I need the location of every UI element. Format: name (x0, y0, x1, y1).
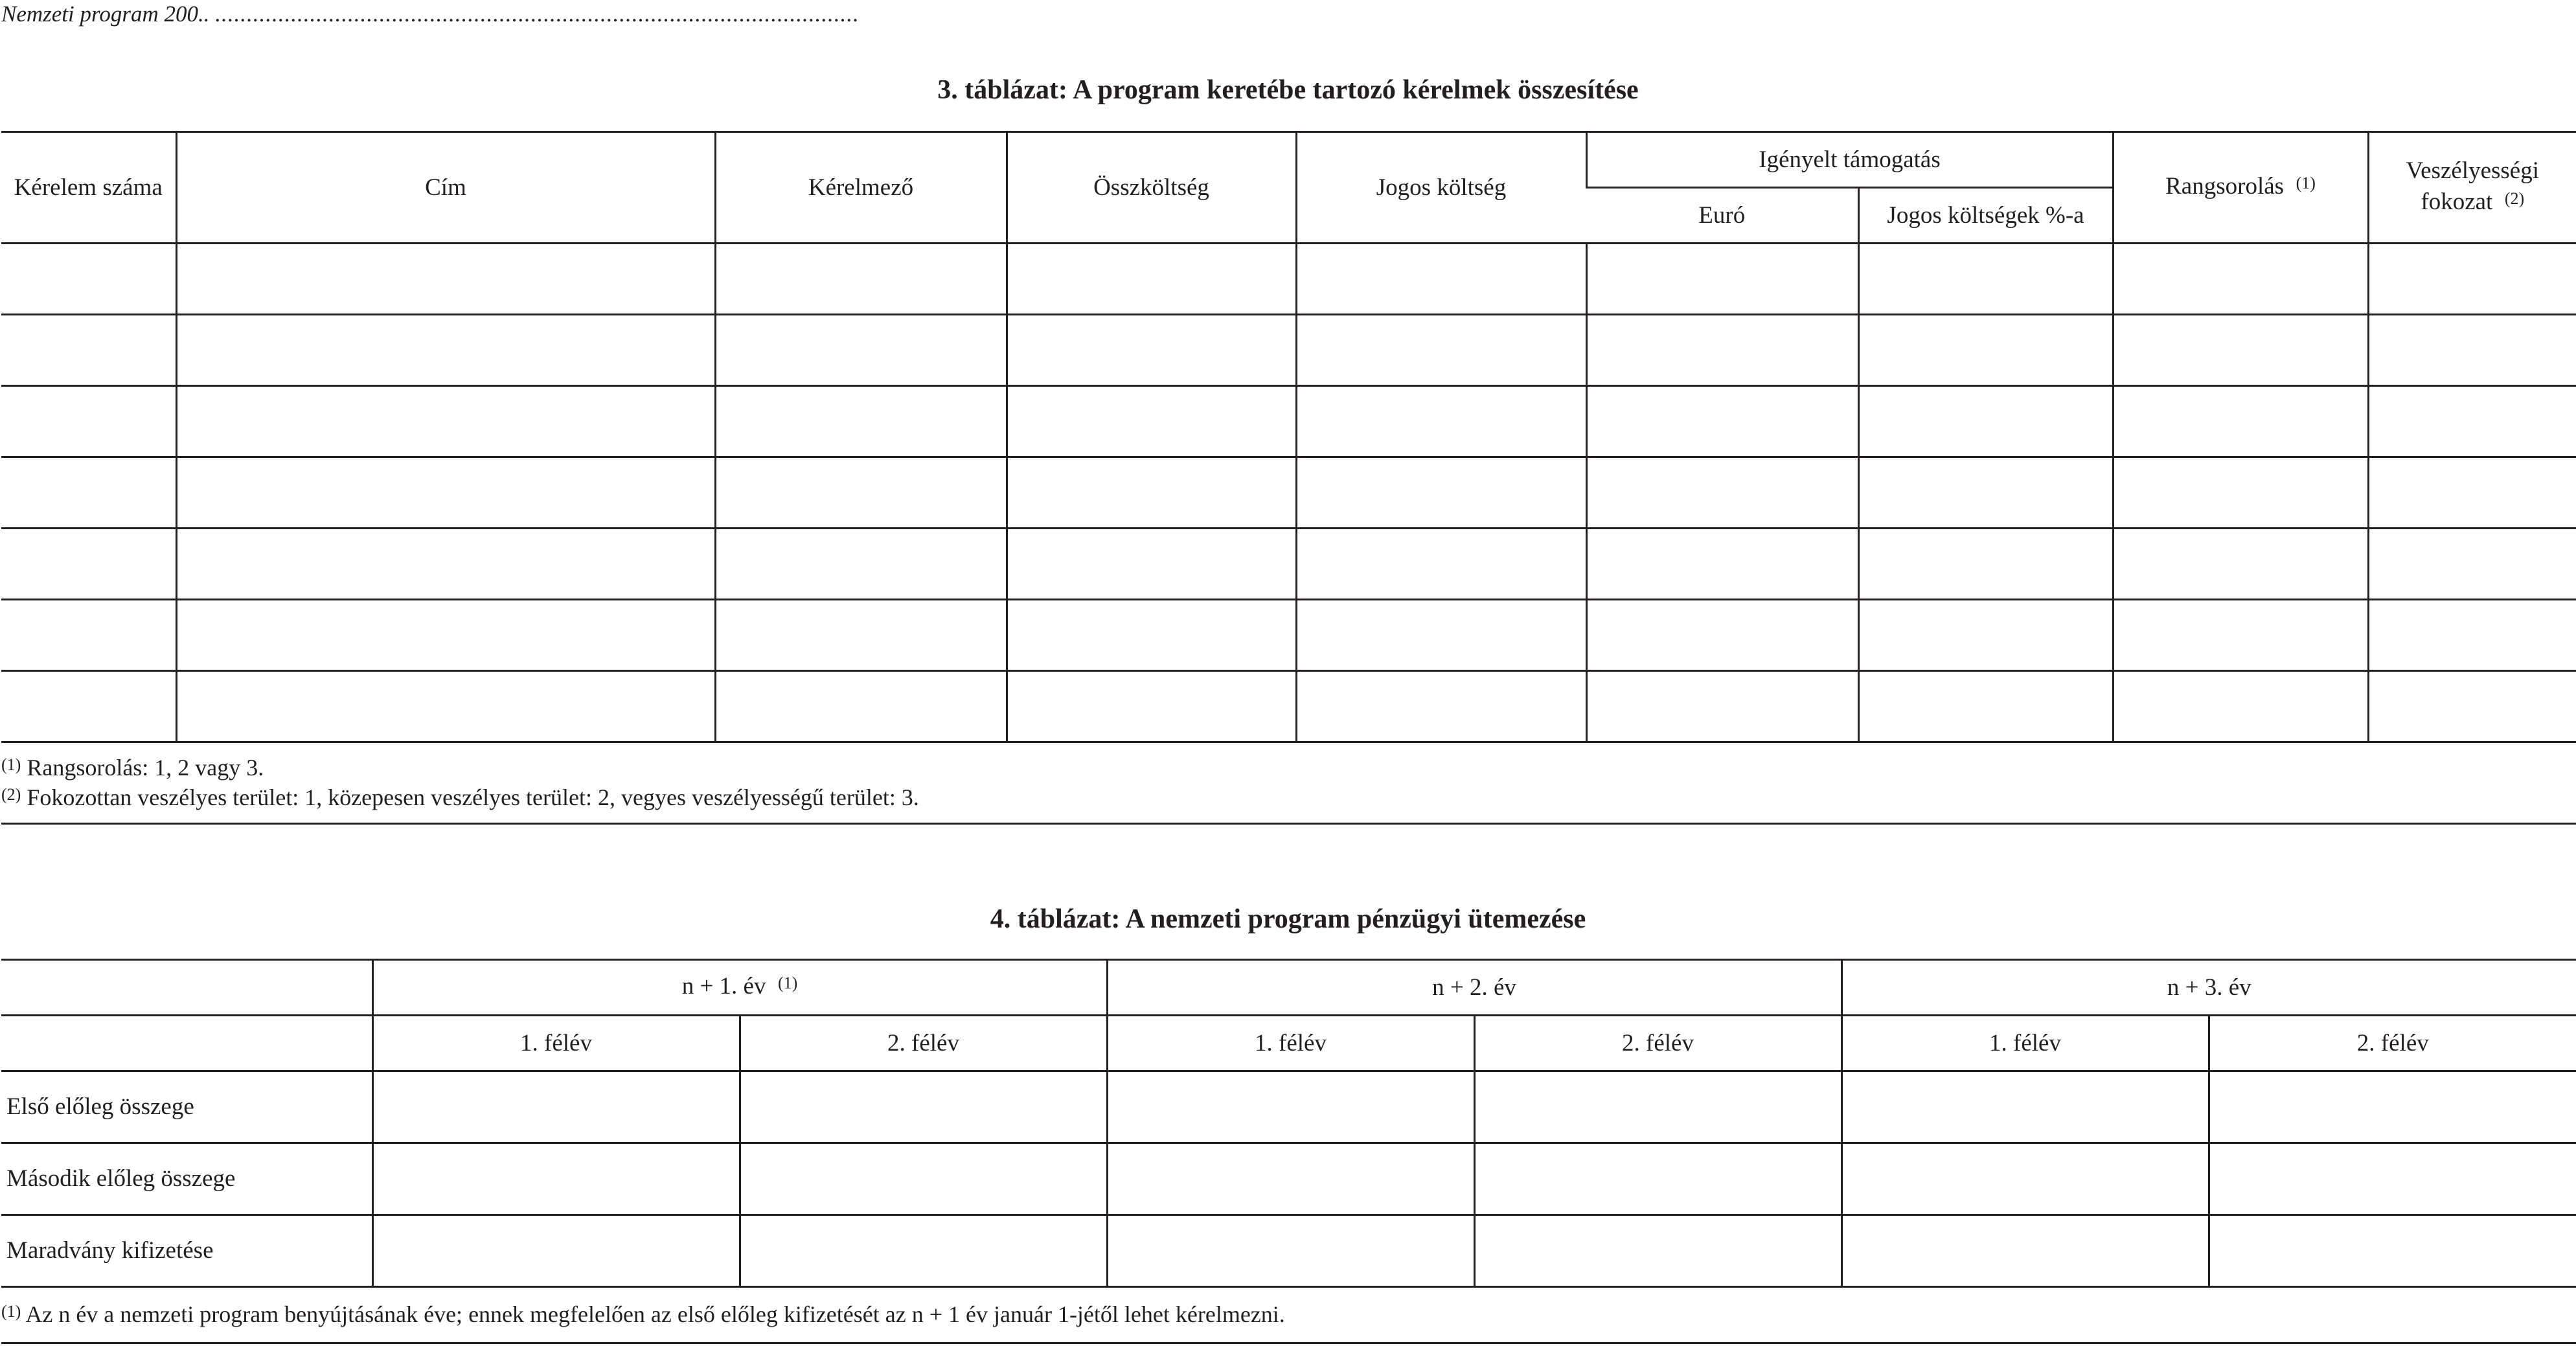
table3-title: 3. táblázat: A program keretébe tartozó kérelmek összesítése (937, 75, 1639, 105)
table-row (1, 386, 2576, 457)
input-cell[interactable] (740, 1143, 1107, 1215)
input-cell[interactable] (2209, 1215, 2576, 1287)
table4-footnote-text: Az n év a nemzeti program benyújtásának éve; ennek megfelelően az első előleg kifizetését az n + 1 év január 1-jétől lehet kérelmezni. (25, 1301, 1285, 1327)
half-year-header: 2. félév (740, 1016, 1107, 1071)
input-cell[interactable] (1586, 244, 1858, 315)
corner-cell (1, 960, 372, 1016)
input-cell[interactable] (1, 600, 176, 671)
input-cell[interactable] (1, 244, 176, 315)
input-cell[interactable] (1296, 386, 1586, 457)
row-label-second-advance: Második előleg összege (1, 1143, 372, 1215)
table4-footnote-mark: (1) (1, 1302, 21, 1321)
input-cell[interactable] (1858, 315, 2113, 386)
table3-footnote-1 (1, 753, 264, 785)
input-cell[interactable] (372, 1215, 740, 1287)
risk-footnote-ref: (2) (2504, 189, 2525, 208)
input-cell[interactable] (715, 315, 1007, 386)
input-cell[interactable] (1586, 671, 1858, 742)
input-cell[interactable] (1, 671, 176, 742)
input-cell[interactable] (1841, 1143, 2209, 1215)
input-cell[interactable] (176, 386, 715, 457)
input-cell[interactable] (1007, 529, 1296, 600)
input-cell[interactable] (2113, 244, 2368, 315)
input-cell[interactable] (740, 1071, 1107, 1143)
input-cell[interactable] (715, 600, 1007, 671)
input-cell[interactable] (2113, 386, 2368, 457)
half-year-header: 2. félév (2209, 1016, 2576, 1071)
input-cell[interactable] (2368, 529, 2576, 600)
half-year-header: 1. félév (372, 1016, 740, 1071)
col-header-applicant: Kérelmező (715, 132, 1007, 244)
year-1-footnote-ref: (1) (777, 974, 798, 992)
input-cell[interactable] (2113, 671, 2368, 742)
table-row (1, 671, 2576, 742)
input-cell[interactable] (1474, 1215, 1841, 1287)
table4-financial-schedule (1, 959, 2576, 1288)
table-row (1, 457, 2576, 529)
input-cell[interactable] (1296, 529, 1586, 600)
input-cell[interactable] (1586, 315, 1858, 386)
input-cell[interactable] (176, 244, 715, 315)
input-cell[interactable] (1007, 457, 1296, 529)
half-year-header: 1. félév (1107, 1016, 1474, 1071)
year-header-2: n + 2. év (1107, 960, 1841, 1016)
input-cell[interactable] (1586, 529, 1858, 600)
footnote-1-text: Rangsorolás: 1, 2 vagy 3. (27, 755, 264, 781)
col-header-eligible-cost: Jogos költség (1296, 132, 1586, 244)
input-cell[interactable] (372, 1071, 740, 1143)
risk-label-line2: fokozat (2421, 188, 2493, 215)
col-header-total-cost: Összköltség (1007, 132, 1296, 244)
input-cell[interactable] (372, 1143, 740, 1215)
input-cell[interactable] (2209, 1071, 2576, 1143)
row-label-balance-payment: Maradvány kifizetése (1, 1215, 372, 1287)
row-label-first-advance: Első előleg összege (1, 1071, 372, 1143)
col-header-risk-level (2368, 132, 2576, 244)
input-cell[interactable] (1858, 386, 2113, 457)
section-divider (1, 823, 2576, 825)
corner-cell-lower (1, 1016, 372, 1071)
input-cell[interactable] (1474, 1071, 1841, 1143)
input-cell[interactable] (1586, 457, 1858, 529)
input-cell[interactable] (1858, 600, 2113, 671)
year-header-1 (372, 960, 1107, 1016)
risk-label-line1: Veszélyességi (2406, 157, 2540, 184)
table-row (1, 529, 2576, 600)
input-cell[interactable] (740, 1215, 1107, 1287)
table-row (1, 244, 2576, 315)
ranking-footnote-ref: (1) (2296, 174, 2316, 192)
program-label: Nemzeti program 200.. (1, 1, 210, 27)
input-cell[interactable] (2368, 671, 2576, 742)
bottom-rule (1, 1342, 2576, 1344)
table-row (1, 600, 2576, 671)
input-cell[interactable] (1841, 1071, 2209, 1143)
input-cell[interactable] (1007, 671, 1296, 742)
input-cell[interactable] (176, 529, 715, 600)
input-cell[interactable] (1858, 529, 2113, 600)
input-cell[interactable] (1296, 671, 1586, 742)
input-cell[interactable] (2113, 529, 2368, 600)
input-cell[interactable] (1, 457, 176, 529)
year-header-3: n + 3. év (1841, 960, 2576, 1016)
input-cell[interactable] (1007, 315, 1296, 386)
col-header-title: Cím (176, 132, 715, 244)
input-cell[interactable] (2113, 600, 2368, 671)
year-1-label: n + 1. év (681, 973, 766, 999)
input-cell[interactable] (2368, 457, 2576, 529)
half-year-header: 1. félév (1841, 1016, 2209, 1071)
input-cell[interactable] (1474, 1143, 1841, 1215)
input-cell[interactable] (2113, 315, 2368, 386)
input-cell[interactable] (2209, 1143, 2576, 1215)
input-cell[interactable] (1841, 1215, 2209, 1287)
input-cell[interactable] (1296, 315, 1586, 386)
input-cell[interactable] (1107, 1143, 1474, 1215)
input-cell[interactable] (1858, 671, 2113, 742)
input-cell[interactable] (1007, 600, 1296, 671)
col-header-request-number: Kérelem száma (1, 132, 176, 244)
input-cell[interactable] (2113, 457, 2368, 529)
input-cell[interactable] (715, 529, 1007, 600)
footnote-2-text: Fokozottan veszélyes terület: 1, közepesen veszélyes terület: 2, vegyes veszélyességű terület: 3. (27, 784, 919, 810)
fill-in-dots: ...................................................................................................... (215, 1, 860, 27)
input-cell[interactable] (715, 671, 1007, 742)
input-cell[interactable] (1586, 386, 1858, 457)
input-cell[interactable] (1, 386, 176, 457)
col-header-ranking (2113, 132, 2368, 244)
input-cell[interactable] (1, 529, 176, 600)
input-cell[interactable] (2368, 244, 2576, 315)
table3-footnote-2 (1, 782, 919, 815)
input-cell[interactable] (176, 671, 715, 742)
col-header-euro: Euró (1586, 188, 1858, 244)
input-cell[interactable] (1296, 457, 1586, 529)
input-cell[interactable] (1007, 386, 1296, 457)
input-cell[interactable] (2368, 600, 2576, 671)
input-cell[interactable] (715, 457, 1007, 529)
half-year-header: 2. félév (1474, 1016, 1841, 1071)
input-cell[interactable] (1296, 600, 1586, 671)
col-header-eligible-pct: Jogos költségek %-a (1858, 188, 2113, 244)
input-cell[interactable] (1858, 457, 2113, 529)
input-cell[interactable] (1, 315, 176, 386)
input-cell[interactable] (715, 386, 1007, 457)
footnote-2-mark: (2) (1, 785, 21, 804)
table3-requests-summary (1, 131, 2576, 743)
input-cell[interactable] (2368, 386, 2576, 457)
col-header-requested-support: Igényelt támogatás (1586, 132, 2113, 188)
input-cell[interactable] (1296, 244, 1586, 315)
input-cell[interactable] (2368, 315, 2576, 386)
input-cell[interactable] (1107, 1071, 1474, 1143)
table4-footnote (1, 1299, 1285, 1332)
ranking-label: Rangsorolás (2165, 173, 2285, 200)
input-cell[interactable] (1107, 1215, 1474, 1287)
input-cell[interactable] (176, 457, 715, 529)
input-cell[interactable] (1007, 244, 1296, 315)
table4-title: 4. táblázat: A nemzeti program pénzügyi ütemezése (990, 904, 1586, 934)
input-cell[interactable] (1858, 244, 2113, 315)
input-cell[interactable] (1586, 600, 1858, 671)
input-cell[interactable] (176, 315, 715, 386)
input-cell[interactable] (176, 600, 715, 671)
document-header (1, 1, 860, 27)
footnote-1-mark: (1) (1, 755, 21, 774)
input-cell[interactable] (715, 244, 1007, 315)
table-row (1, 315, 2576, 386)
